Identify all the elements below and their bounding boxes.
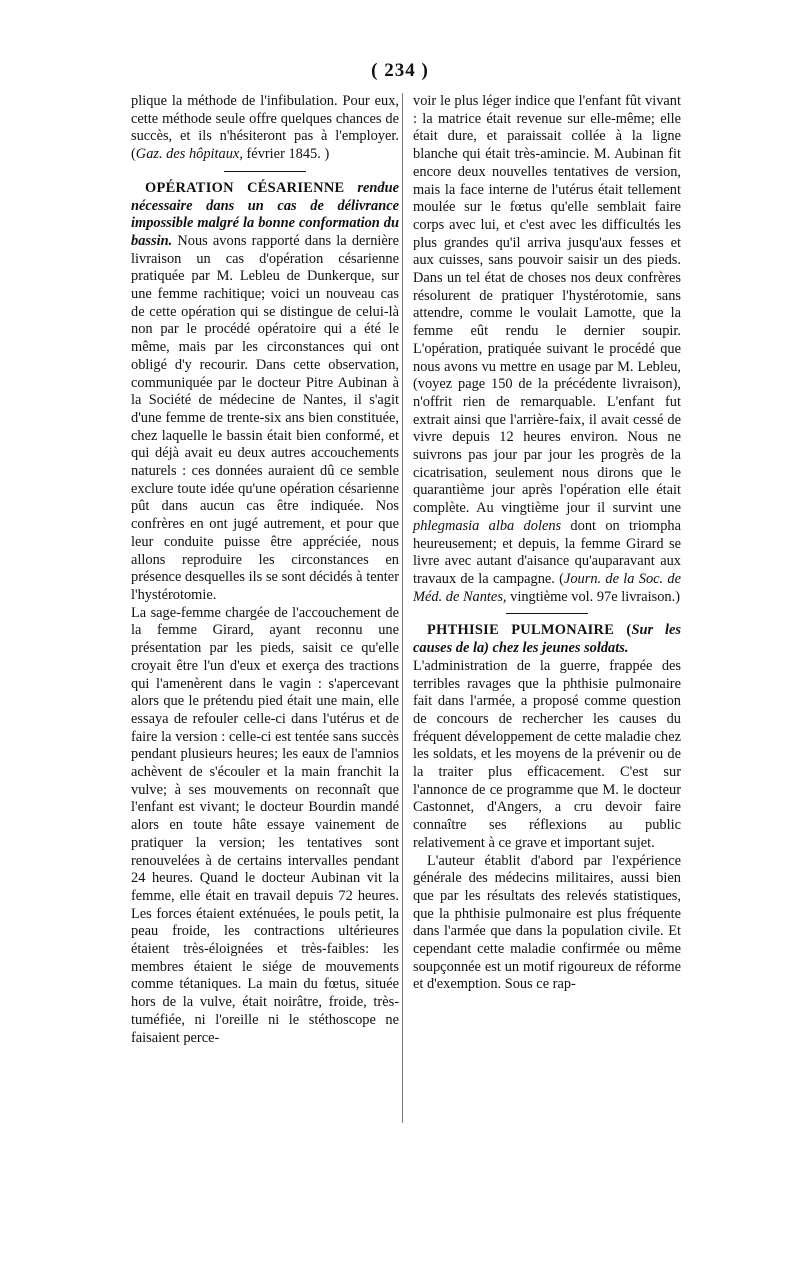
paragraph [413, 93, 681, 606]
paragraph [131, 93, 399, 164]
paragraph: L'auteur établit d'abord par l'expérience générale des médecins militaires, aussi bien que par les résultats des relevés statistiques, que la phthisie pulmonaire est plus fréquente dans l'armée que dans la population civile. Et cependant cette maladie confirmée ou même soupçonnée est un motif rigoureux de réforme et d'exemption. Sous ce rap- [413, 852, 681, 993]
heading-paren: ( [614, 622, 632, 639]
right-column [413, 93, 681, 994]
italic-term: phlegmasia alba dolens [413, 517, 562, 534]
paragraph-text: dont on triompha heureusement; et depuis, la femme Girard se livre avec autant d'aisance qu'auparavant aux travaux de la campagne. ( [413, 517, 681, 587]
section-subheading: rendue nécessaire dans un cas de délivrance impossible malgré la bonne conformation du bassin. [131, 179, 399, 249]
paragraph-text: février 1845. ) [242, 146, 330, 163]
column-divider [402, 93, 403, 1123]
paragraph-text: plique la méthode de l'infibulation. Pour eux, cette méthode seule offre quelques chances de succès, et ils n'hésiteront pas à l'employer. ( [131, 93, 399, 163]
section-heading-paragraph [413, 622, 681, 657]
paragraph-text: voir le plus léger indice que l'enfant fût vivant : la matrice était revenue sur elle-même; elle était dure, et paraissait collée à la ligne blanche qui était très-amincie. M. Aubinan fit encore deux nouvelles tentatives de version, mais la face interne de l'utérus était tellement moulée sur le fœtus qu'elle semblait faire corps avec lui, et c'est avec les difficultés les plus grandes qu'il arriva jusqu'aux fesses et aux cuisses, sans pouvoir saisir un des pieds. Dans un tel état de choses nos deux confrères résolurent de pratiquer l'hystérotomie, sans attendre, comme le voulait Lamotte, que la femme eût rendu le dernier soupir. L'opération, pratiquée suivant le procédé que nous avons vu mettre en usage par M. Lebleu, (voyez page 150 de la précédente livraison), n'offrit rien de remarquable. L'enfant fut extrait ainsi que l'arrière-faix, il avait cessé de vivre depuis 12 heures environ. Nous ne suivrons pas jour par jour les progrès de la cicatrisation, seulement nous dirons que le quarantième jour après l'opération elle était complète. Au vingtième jour il survint une [413, 93, 681, 517]
page-number: ( 234 ) [371, 60, 429, 81]
paragraph-text: Nous avons rapporté dans la dernière livraison un cas d'opération césarienne pratiquée par M. Lebleu de Dunkerque, sur une femme rachitique; voici un nouveau cas de cette opération qui se distingue de celui-là non par le procédé opératoire qui a été le même, mais par les circonstances qui ont obligé d'y recourir. Dans cette observation, communiquée par le docteur Pitre Aubinan à la Société de médecine de Nantes, il s'agit d'une femme de trente-six ans bien constituée, chez laquelle le bassin était bien conformé, et qui déjà avait eu deux autres accouchements naturels : ces données auraient dû ce semble exclure toute idée qu'une opération césarienne pût dans aucun cas être indiquée. Nos confrères en ont jugé autrement, et pour que leur conduite puisse être appréciée, nous allons reproduire les circonstances en présence desquelles ils se sont décidés à tenter l'hystérotomie. [131, 232, 399, 603]
citation: Gaz. des hôpitaux, [135, 146, 243, 163]
section-subheading: Sur les causes de la) chez les jeunes soldats. [413, 622, 681, 657]
paragraph: La sage-femme chargée de l'accouchement de la femme Girard, ayant reconnu une présentation par les pieds, saisit ce qu'elle croyait être l'un d'eux et exerça des tractions qui l'amenèrent dans le vagin : s'apercevant alors que le prétendu pied était une main, elle essaya de refouler celle-ci dans l'utérus et de faire la version : celle-ci est tentée sans succès pendant plusieurs heures; les eaux de l'amnios achèvent de s'écouler et la main franchit la vulve; à ses mouvements on reconnaît que l'enfant est vivant; le docteur Bourdin mandé alors en toute hâte essaye vainement de pratiquer la version; les tentatives sont renouvelées à de certains intervalles pendant 24 heures. Quand le docteur Aubinan vit la femme, elle était en travail depuis 72 heures. Les forces étaient exténuées, le pouls petit, la peau froide, les contractions ultérieures étaient très-éloignées et très-faibles: les membres étaient le siége de mouvements comme tétaniques. La main du fœtus, située hors de la vulve, était noirâtre, froide, très-tuméfiée, ni l'oreille ni le stéthoscope ne faisaient perce- [131, 604, 399, 1046]
left-column [131, 93, 399, 1047]
section-heading: PHTHISIE PULMONAIRE [427, 622, 615, 639]
section-heading: OPÉRATION CÉSARIENNE [145, 179, 345, 196]
paragraph-text: vingtième vol. 97e livraison.) [506, 588, 680, 605]
paragraph: L'administration de la guerre, frappée des terribles ravages que la phthisie pulmonaire fait dans l'armée, a proposé comme question de concours de rechercher les causes du fréquent développement de cette maladie chez les soldats, et les moyens de la prévenir ou de la traiter plus efficacement. C'est sur l'annonce de ce programme que M. le docteur Castonnet, d'Angers, a cru devoir faire connaître ses réflexions au public relativement à ce grave et important sujet. [413, 657, 681, 851]
section-heading-paragraph [131, 180, 399, 605]
section-divider [224, 171, 306, 172]
section-divider [506, 613, 588, 614]
citation: Journ. de la Soc. de Méd. de Nantes, [413, 570, 681, 605]
